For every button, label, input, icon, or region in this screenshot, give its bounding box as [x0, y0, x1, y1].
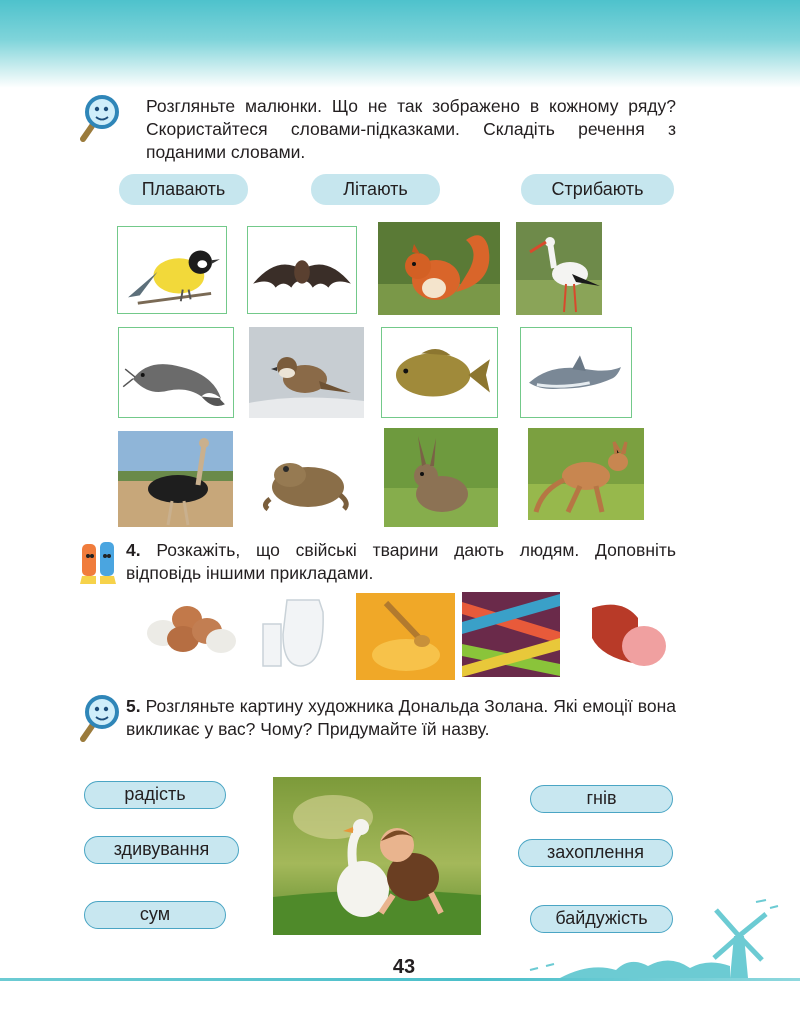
windmill-landscape-icon [520, 896, 782, 978]
photo-toad [250, 431, 363, 527]
photo-squirrel [378, 222, 500, 315]
photo-ham [582, 598, 672, 670]
magnifier-icon [78, 694, 120, 742]
photo-kangaroo [528, 428, 644, 520]
photo-milk [257, 594, 336, 672]
emotion-joy: радість [84, 781, 226, 809]
page-number: 43 [392, 956, 416, 978]
painting-zolan [273, 777, 481, 935]
emotion-anger: гнів [530, 785, 673, 813]
emotion-indifference: байдужість [530, 905, 673, 933]
emotion-enthusiasm: захоплення [518, 839, 673, 867]
task5-text [126, 695, 676, 741]
photo-sparrow [249, 327, 364, 418]
task-top-text: Розгляньте малюнки. Що не так зображено в кожному ряду? Скористайтеся словами-підказками. Складіть речення з поданими словами. [146, 96, 676, 162]
photo-ostrich [118, 431, 233, 527]
photo-dolphin [520, 327, 632, 418]
top-header-band [0, 0, 800, 88]
hint-pill-fly: Літають [311, 174, 440, 205]
task5-number: 5. [126, 696, 141, 716]
photo-honey [356, 593, 455, 680]
task4-body: Розкажіть, що свійські тварини дають людям. Доповніть відповідь іншими прикладами. [126, 540, 676, 583]
photo-catfish [118, 327, 234, 418]
task4-number: 4. [126, 540, 141, 560]
emotion-surprise: здивування [84, 836, 239, 864]
hint-pill-swim: Плавають [119, 174, 248, 205]
emotion-sadness: сум [84, 901, 226, 929]
photo-hare [384, 428, 498, 527]
photo-bat [247, 226, 357, 314]
task5-body: Розгляньте картину художника Дональда Золана. Які емоції вона викликає у вас? Чому? Придумайте їй назву. [126, 696, 676, 739]
photo-yarn [462, 592, 560, 677]
pencils-icon [78, 536, 120, 586]
photo-crucian-carp [381, 327, 498, 418]
hint-pill-jump: Стрибають [521, 174, 674, 205]
photo-stork [516, 222, 602, 315]
magnifier-icon [78, 94, 120, 142]
footer-rule [0, 978, 800, 981]
task4-text [126, 539, 676, 585]
photo-tit [117, 226, 227, 314]
photo-eggs [137, 595, 240, 658]
